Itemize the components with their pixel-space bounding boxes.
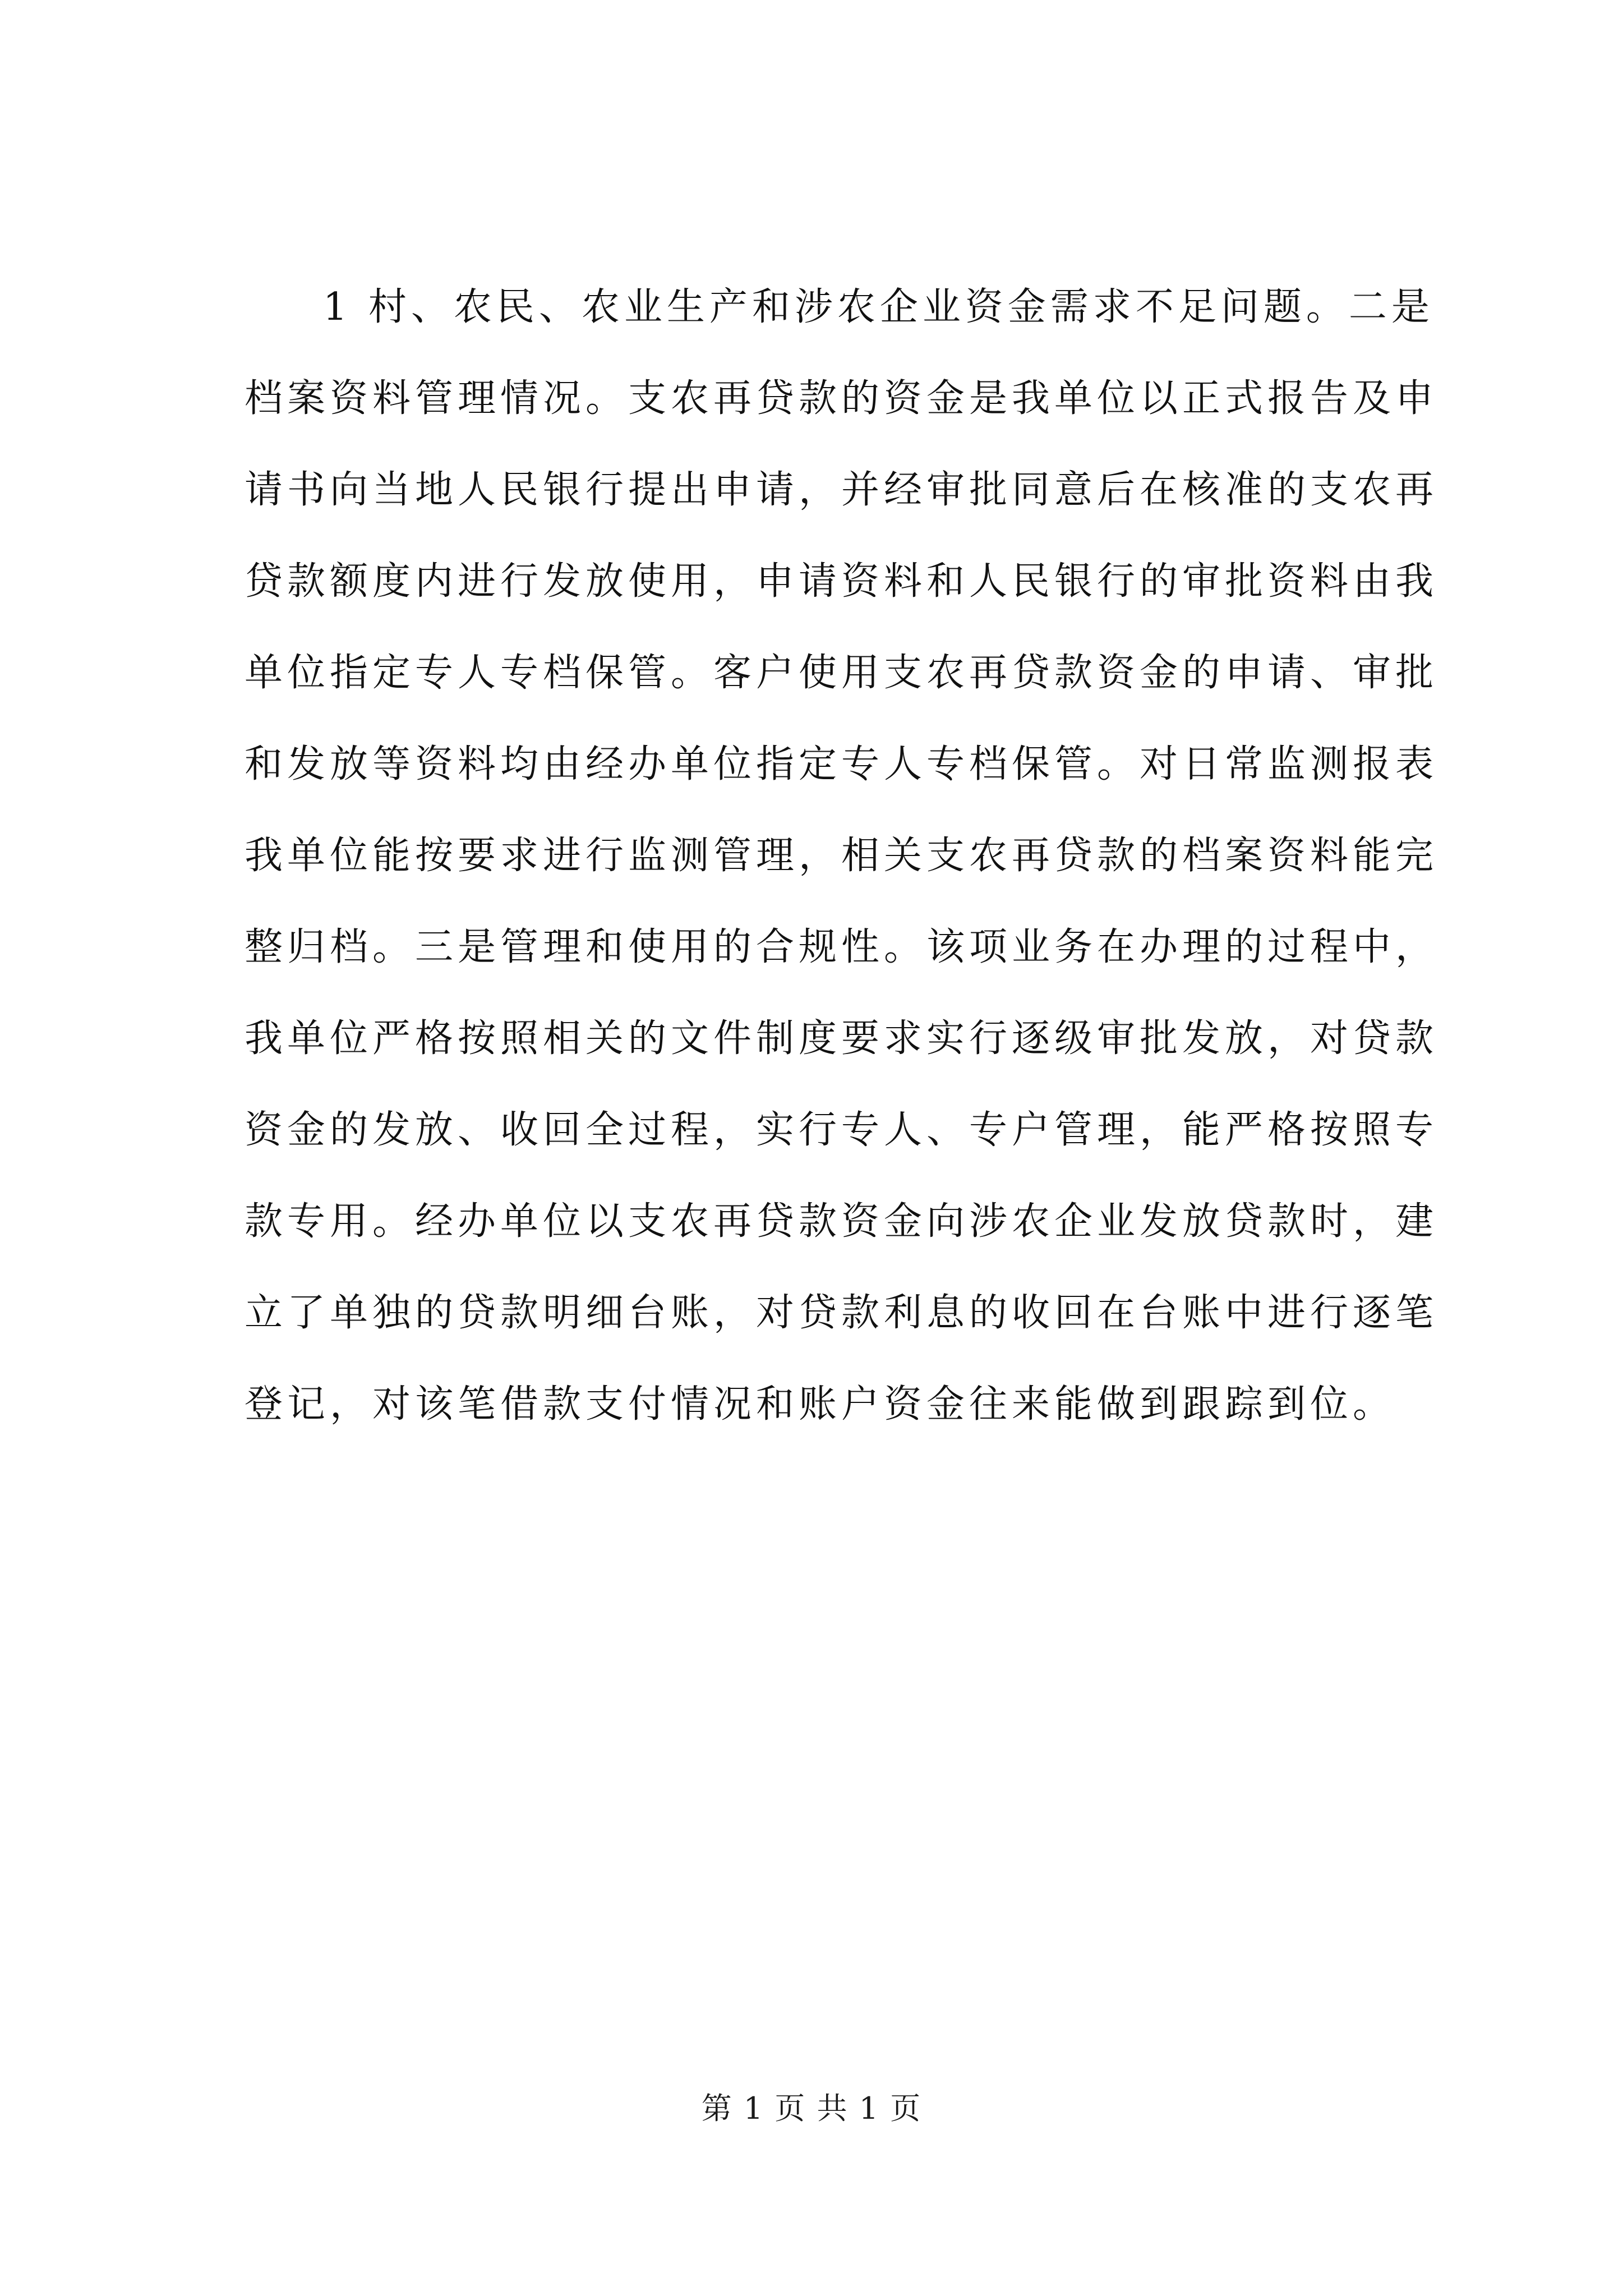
paragraph-line: 我单位能按要求进行监测管理，相关支农再贷款的档案资料能完 xyxy=(245,834,1438,878)
paragraph-line: 请书向当地人民银行提出申请，并经审批同意后在核准的支农再 xyxy=(245,468,1438,512)
paragraph-line: 单位指定专人专档保管。客户使用支农再贷款资金的申请、审批 xyxy=(245,651,1438,695)
paragraph-line: 款专用。经办单位以支农再贷款资金向涉农企业发放贷款时，建 xyxy=(245,1199,1438,1244)
paragraph-line: 资金的发放、收回全过程，实行专人、专户管理，能严格按照专 xyxy=(245,1108,1438,1152)
paragraph-line: 立了单独的贷款明细台账，对贷款利息的收回在台账中进行逐笔 xyxy=(245,1291,1438,1335)
paragraph-line: 我单位严格按照相关的文件制度要求实行逐级审批发放，对贷款 xyxy=(245,1016,1438,1061)
paragraph-line: 1 村、农民、农业生产和涉农企业资金需求不足问题。二是 xyxy=(323,285,1434,329)
paragraph-line: 整归档。三是管理和使用的合规性。该项业务在办理的过程中， xyxy=(245,925,1438,969)
paragraph-line: 和发放等资料均由经办单位指定专人专档保管。对日常监测报表 xyxy=(245,742,1438,786)
paragraph-line: 档案资料管理情况。支农再贷款的资金是我单位以正式报告及申 xyxy=(245,376,1438,421)
paragraph-line: 登记，对该笔借款支付情况和账户资金往来能做到跟踪到位。 xyxy=(245,1382,1396,1427)
paragraph-line: 贷款额度内进行发放使用，申请资料和人民银行的审批资料由我 xyxy=(245,559,1438,604)
body-paragraph xyxy=(245,261,1450,1450)
page-number-footer: 第 1 页 共 1 页 xyxy=(701,2091,922,2126)
